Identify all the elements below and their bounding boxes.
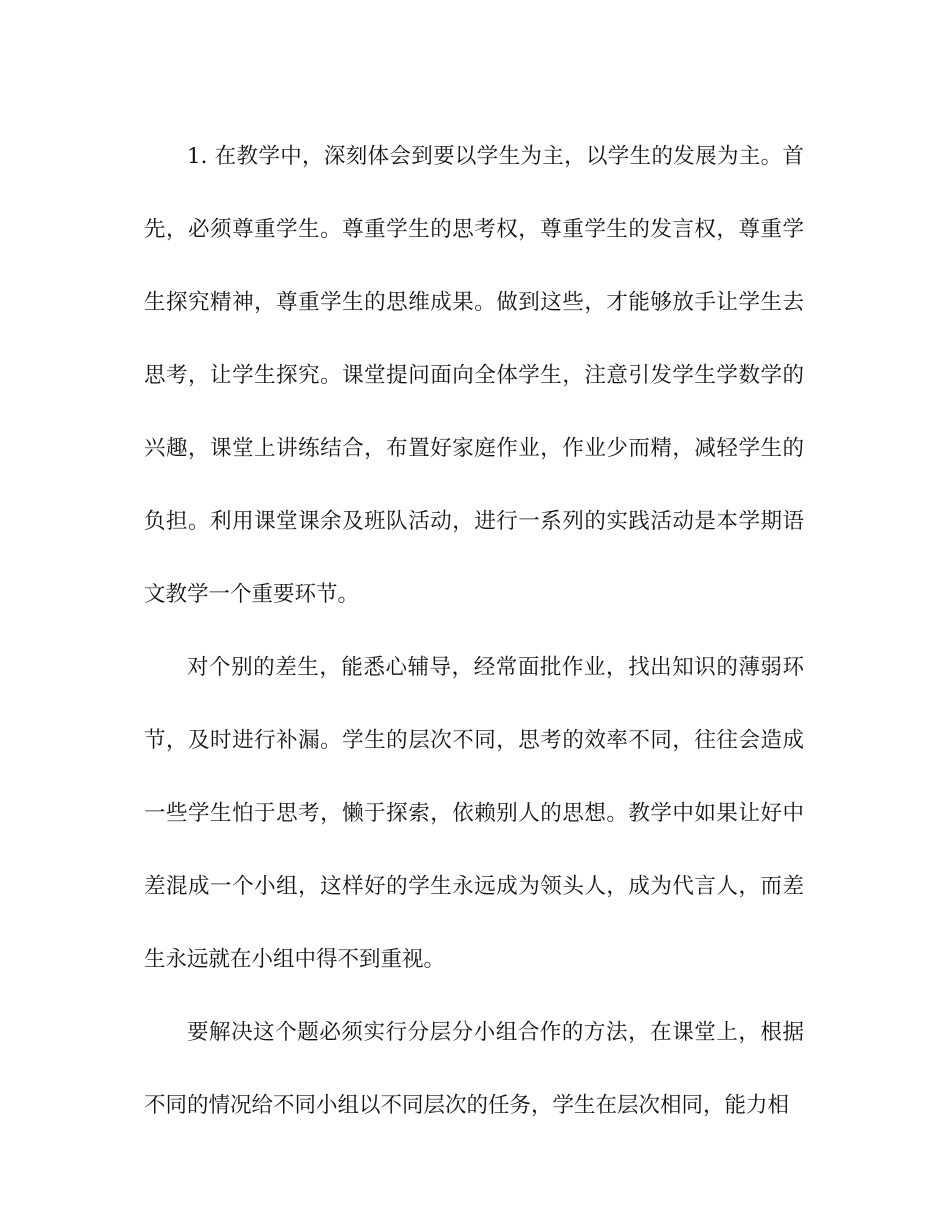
paragraph-2: 对个别的差生，能悉心辅导，经常面批作业，找出知识的薄弱环节，及时进行补漏。学生的层次不同，思考的效率不同，往往会造成一些学生怕于思考，懒于探索，依赖别人的思想。教学中如果让好中差混成一个小组，这样好的学生永远成为领头人，成为代言人，而差生永远就在小组中得不到重视。 <box>144 655 804 972</box>
paragraph-1: 1. 在教学中，深刻体会到要以学生为主，以学生的发展为主。首先，必须尊重学生。尊重学生的思考权，尊重学生的发言权，尊重学生探究精神，尊重学生的思维成果。做到这些，才能够放手让学生去思考，让学生探究。课堂提问面向全体学生，注意引发学生学数学的兴趣，课堂上讲练结合，布置好家庭作业，作业少而精，减轻学生的负担。利用课堂课余及班队活动，进行一系列的实践活动是本学期语文教学一个重要环节。 <box>144 144 804 607</box>
document-body <box>144 120 804 1142</box>
paragraph-3: 要解决这个题必须实行分层分小组合作的方法，在课堂上，根据不同的情况给不同小组以不同层次的任务，学生在层次相同，能力相 <box>144 1020 804 1118</box>
